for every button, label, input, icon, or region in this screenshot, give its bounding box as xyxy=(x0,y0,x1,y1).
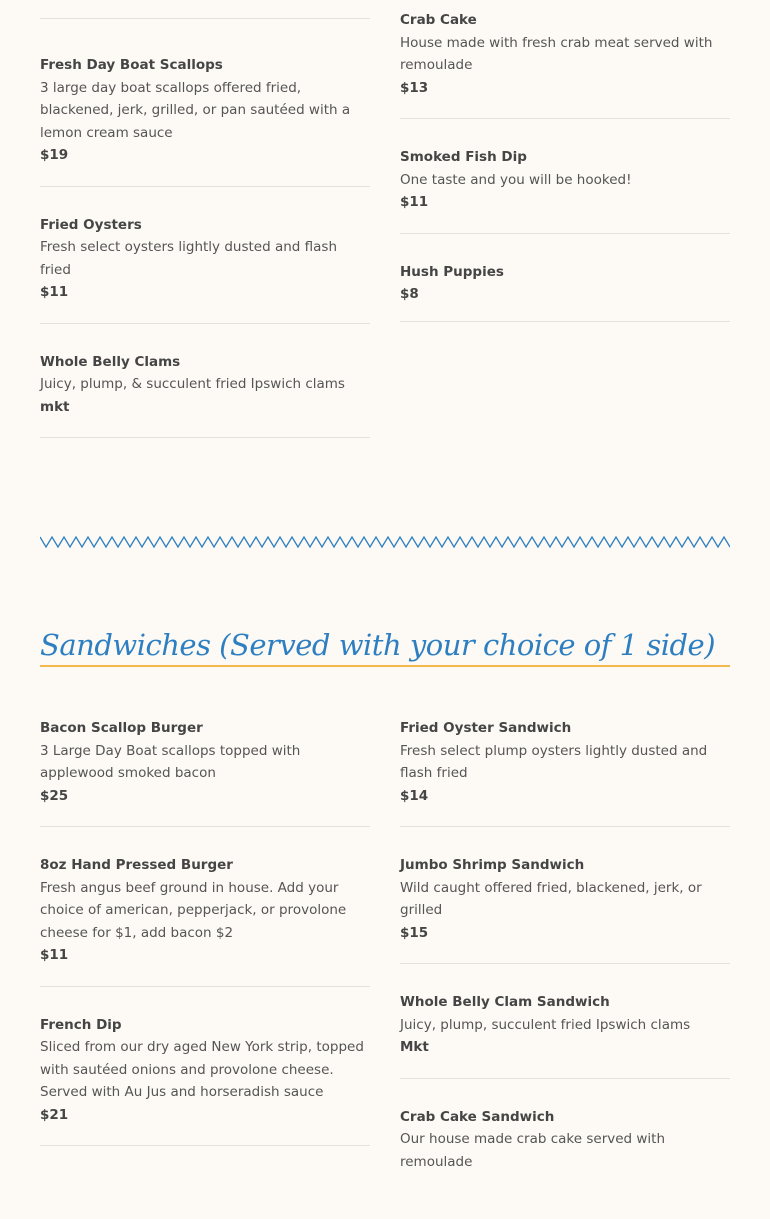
menu-item xyxy=(40,351,370,439)
menu-item-price: $25 xyxy=(40,787,69,804)
menu-item-name: Whole Belly Clams xyxy=(40,353,181,370)
menu-item xyxy=(400,991,730,1079)
menu-item-name: Fresh Day Boat Scallops xyxy=(40,57,223,73)
seafood-right-column xyxy=(400,9,730,349)
menu-item-name: Bacon Scallop Burger xyxy=(40,720,203,736)
section-heading xyxy=(40,625,730,671)
menu-item xyxy=(400,261,730,322)
sandwiches-right-column xyxy=(400,717,730,1219)
menu-item-name: Crab Cake Sandwich xyxy=(400,1108,555,1125)
menu-item-description: House made with fresh crab meat served with remoulade xyxy=(400,34,713,73)
menu-item xyxy=(400,9,730,119)
menu-item-name: Fried Oysters xyxy=(40,216,142,233)
menu-item-description: Fresh angus beef ground in house. Add your choice of american, pepperjack, or provolone cheese for $1, add bacon $2 xyxy=(40,879,347,941)
menu-item-name: Whole Belly Clam Sandwich xyxy=(400,994,610,1010)
top-divider xyxy=(40,18,370,19)
menu-item-description: Our house made crab cake served with remoulade xyxy=(400,1131,666,1170)
menu-item-name: Smoked Fish Dip xyxy=(400,149,527,165)
menu-item-name: Hush Puppies xyxy=(400,263,504,280)
menu-item-description: Juicy, plump, & succulent fried Ipswich clams xyxy=(40,376,345,392)
menu-item xyxy=(40,214,370,324)
menu-item-price: $11 xyxy=(40,284,69,300)
menu-item-price: $21 xyxy=(40,1106,69,1123)
menu-item-description: Fresh select plump oysters lightly dusted and flash fried xyxy=(400,742,708,781)
menu-item-price: $11 xyxy=(400,194,429,210)
menu-item-price: $11 xyxy=(40,947,69,963)
menu-item-price: $14 xyxy=(400,787,429,804)
menu-item-name: Jumbo Shrimp Sandwich xyxy=(400,857,585,873)
zigzag-divider xyxy=(40,533,730,551)
menu-item-price: mkt xyxy=(40,398,70,415)
menu-item xyxy=(40,717,370,827)
menu-item-price: $13 xyxy=(400,79,429,96)
menu-item-description: Wild caught offered fried, blackened, jerk, or grilled xyxy=(400,879,702,918)
menu-item-description: Fresh select oysters lightly dusted and flash fried xyxy=(40,239,338,278)
menu-item-description: 3 large day boat scallops offered fried, blackened, jerk, grilled, or pan sautéed with a lemon cream sauce xyxy=(40,79,351,141)
seafood-left-column xyxy=(40,54,370,465)
menu-item xyxy=(40,1014,370,1147)
menu-item-price: Mkt xyxy=(400,1039,429,1055)
menu-item-price: $8 xyxy=(400,286,419,302)
menu-item-description: Sliced from our dry aged New York strip, topped with sautéed onions and provolone cheese. Served with Au Jus and horseradish sauce xyxy=(40,1039,364,1100)
menu-item-price: $19 xyxy=(40,147,69,163)
menu-item-price: $15 xyxy=(400,924,429,941)
menu-item-description: 3 Large Day Boat scallops topped with applewood smoked bacon xyxy=(40,742,301,781)
menu-item xyxy=(400,1106,730,1193)
menu-item xyxy=(40,54,370,187)
menu-item xyxy=(400,717,730,827)
menu-item xyxy=(400,854,730,964)
menu-item-name: Fried Oyster Sandwich xyxy=(400,720,572,736)
menu-item-description: One taste and you will be hooked! xyxy=(400,171,632,188)
section-title: Sandwiches (Served with your choice of 1 side) xyxy=(40,628,716,662)
section-title-underline xyxy=(40,665,730,667)
menu-item-name: French Dip xyxy=(40,1016,122,1033)
menu-item-name: Crab Cake xyxy=(400,12,477,28)
menu-item-description: Juicy, plump, succulent fried Ipswich clams xyxy=(400,1016,691,1033)
sandwiches-left-column xyxy=(40,717,370,1173)
menu-item xyxy=(40,854,370,987)
menu-item xyxy=(400,146,730,234)
menu-item-name: 8oz Hand Pressed Burger xyxy=(40,857,233,873)
